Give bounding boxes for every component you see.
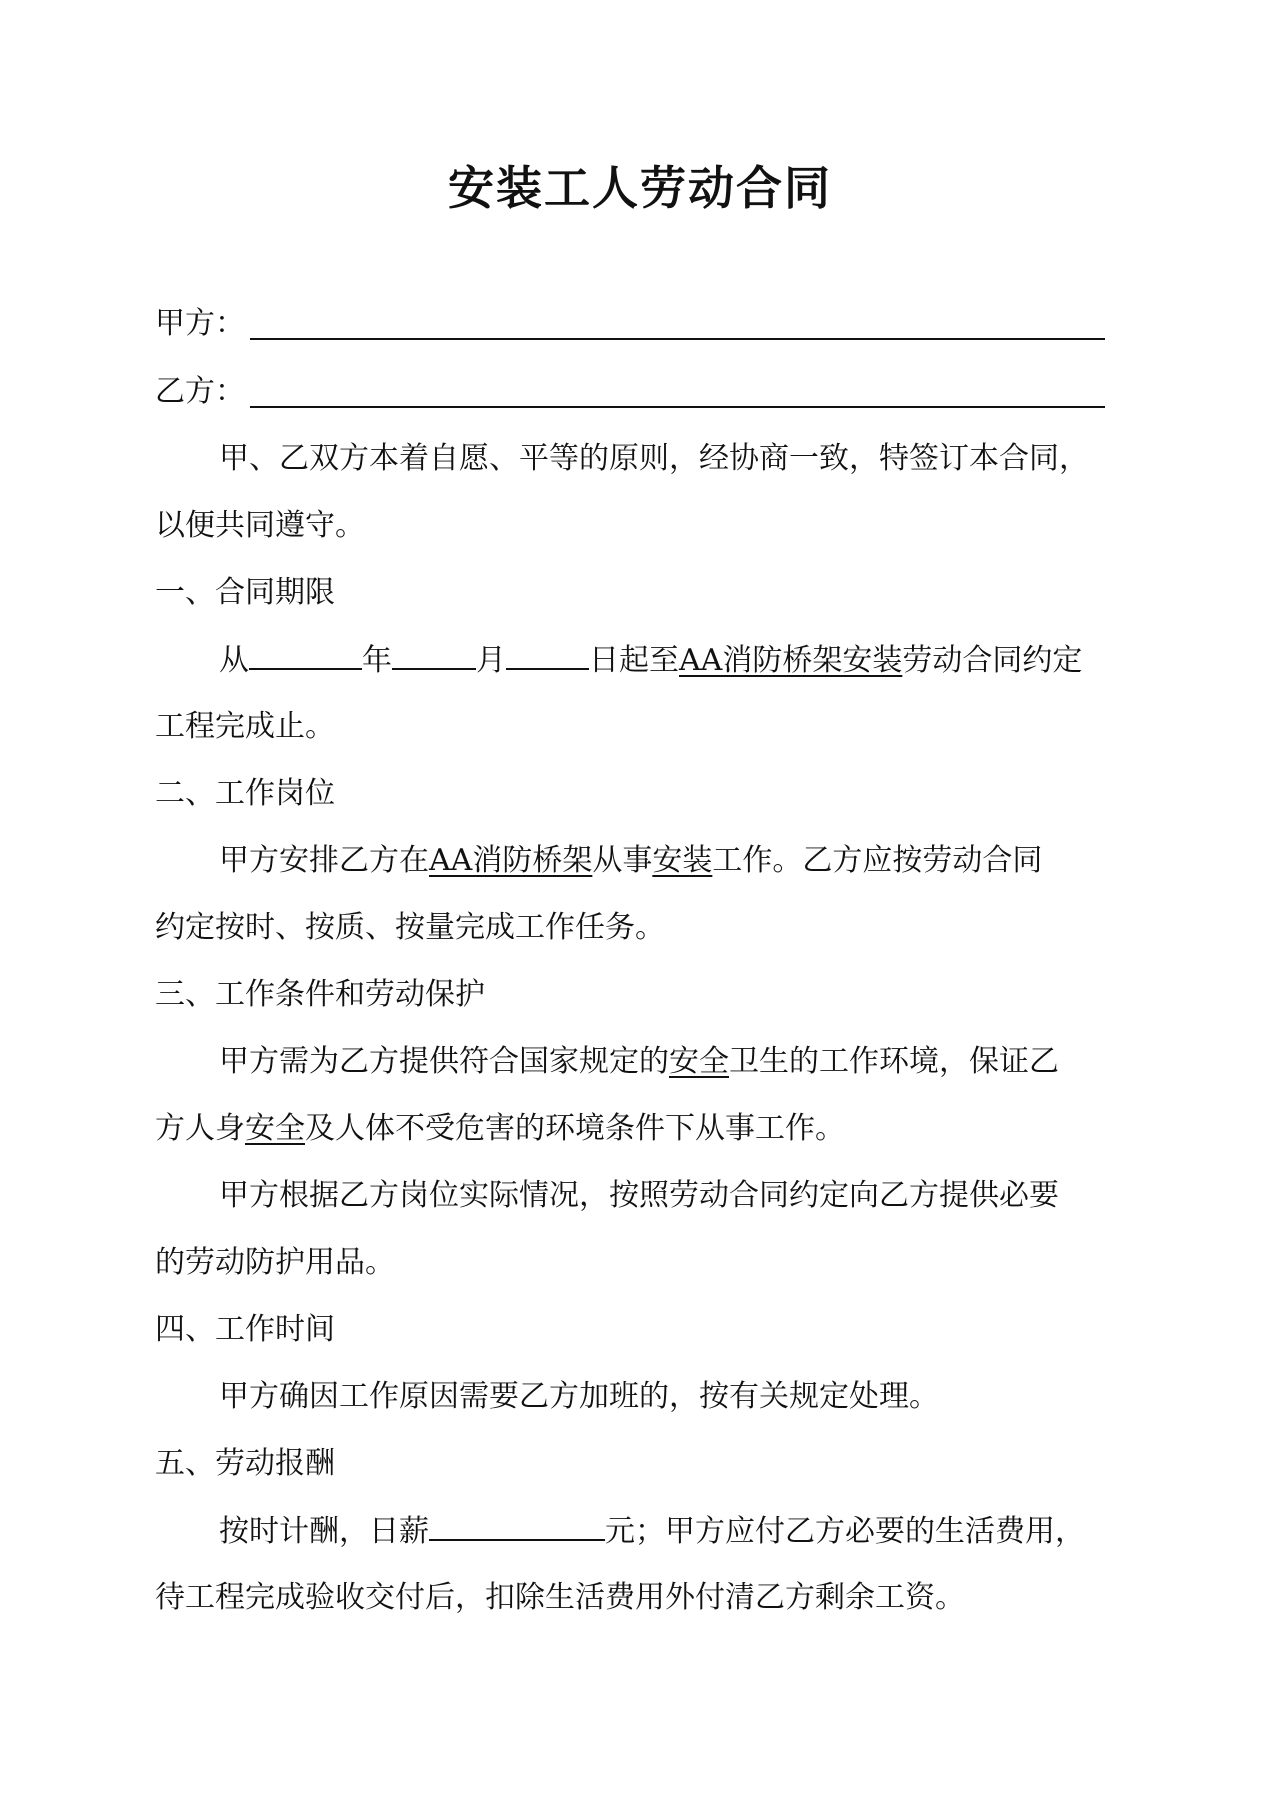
year-blank [249,638,362,670]
work-place: AA消防桥架 [429,843,593,878]
section-3-line-3: 甲方根据乙方岗位实际情况，按照劳动合同约定向乙方提供必要 [219,1178,1059,1213]
party-b-line [155,370,245,414]
document-title: 安装工人劳动合同 [448,161,832,215]
text-yuan: 元；甲方应付乙方必要的生活费用， [605,1514,1085,1549]
text-day-to: 日起至 [589,643,679,678]
section-4-line-1: 甲方确因工作原因需要乙方加班的，按有关规定处理。 [219,1379,939,1414]
section-4-heading: 四、工作时间 [155,1312,335,1347]
month-blank [392,638,476,670]
text-from: 从 [219,643,249,678]
text-work: 工作。乙方应按劳动合同 [712,843,1043,878]
intro-line-1: 甲、乙双方本着自愿、平等的原则，经协商一致，特签订本合同， [219,441,1089,476]
section-1-heading: 一、合同期限 [155,575,335,610]
text-environment: 卫生的工作环境，保证乙 [729,1044,1059,1079]
section-1-line-1 [219,638,1082,683]
text-person: 方人身 [155,1111,245,1146]
section-2-line-1 [219,839,1042,883]
section-3-heading: 三、工作条件和劳动保护 [155,977,485,1012]
text-arrange: 甲方安排乙方在 [219,843,429,878]
section-3-line-4: 的劳动防护用品。 [155,1245,395,1280]
section-3-line-2 [155,1107,845,1151]
section-3-line-1 [219,1040,1059,1084]
text-year: 年 [362,643,392,678]
wage-blank [429,1509,605,1541]
party-b-label: 乙方： [155,374,245,409]
safety-word: 安全 [245,1111,305,1146]
section-5-line-2: 待工程完成验收交付后，扣除生活费用外付清乙方剩余工资。 [155,1580,965,1615]
section-1-line-2: 工程完成止。 [155,709,335,744]
job-name: 安装 [652,843,713,878]
text-conditions: 及人体不受危害的环境条件下从事工作。 [305,1111,845,1146]
project-name: AA消防桥架安装 [679,643,903,678]
party-a-blank [250,338,1105,340]
day-blank [506,638,589,670]
text-engage: 从事 [592,843,653,878]
text-month: 月 [476,643,506,678]
safety-word: 安全 [669,1044,729,1079]
text-daily-wage: 按时计酬，日薪 [219,1514,429,1549]
text-contract: 劳动合同约定 [902,643,1083,678]
section-2-heading: 二、工作岗位 [155,776,335,811]
party-a-line [155,302,245,346]
section-5-heading: 五、劳动报酬 [155,1446,335,1481]
text-provide: 甲方需为乙方提供符合国家规定的 [219,1044,669,1079]
section-5-line-1 [219,1509,1085,1554]
section-2-line-2: 约定按时、按质、按量完成工作任务。 [155,910,665,945]
party-b-blank [250,406,1105,408]
intro-line-2: 以便共同遵守。 [155,508,365,543]
party-a-label: 甲方： [155,306,245,341]
